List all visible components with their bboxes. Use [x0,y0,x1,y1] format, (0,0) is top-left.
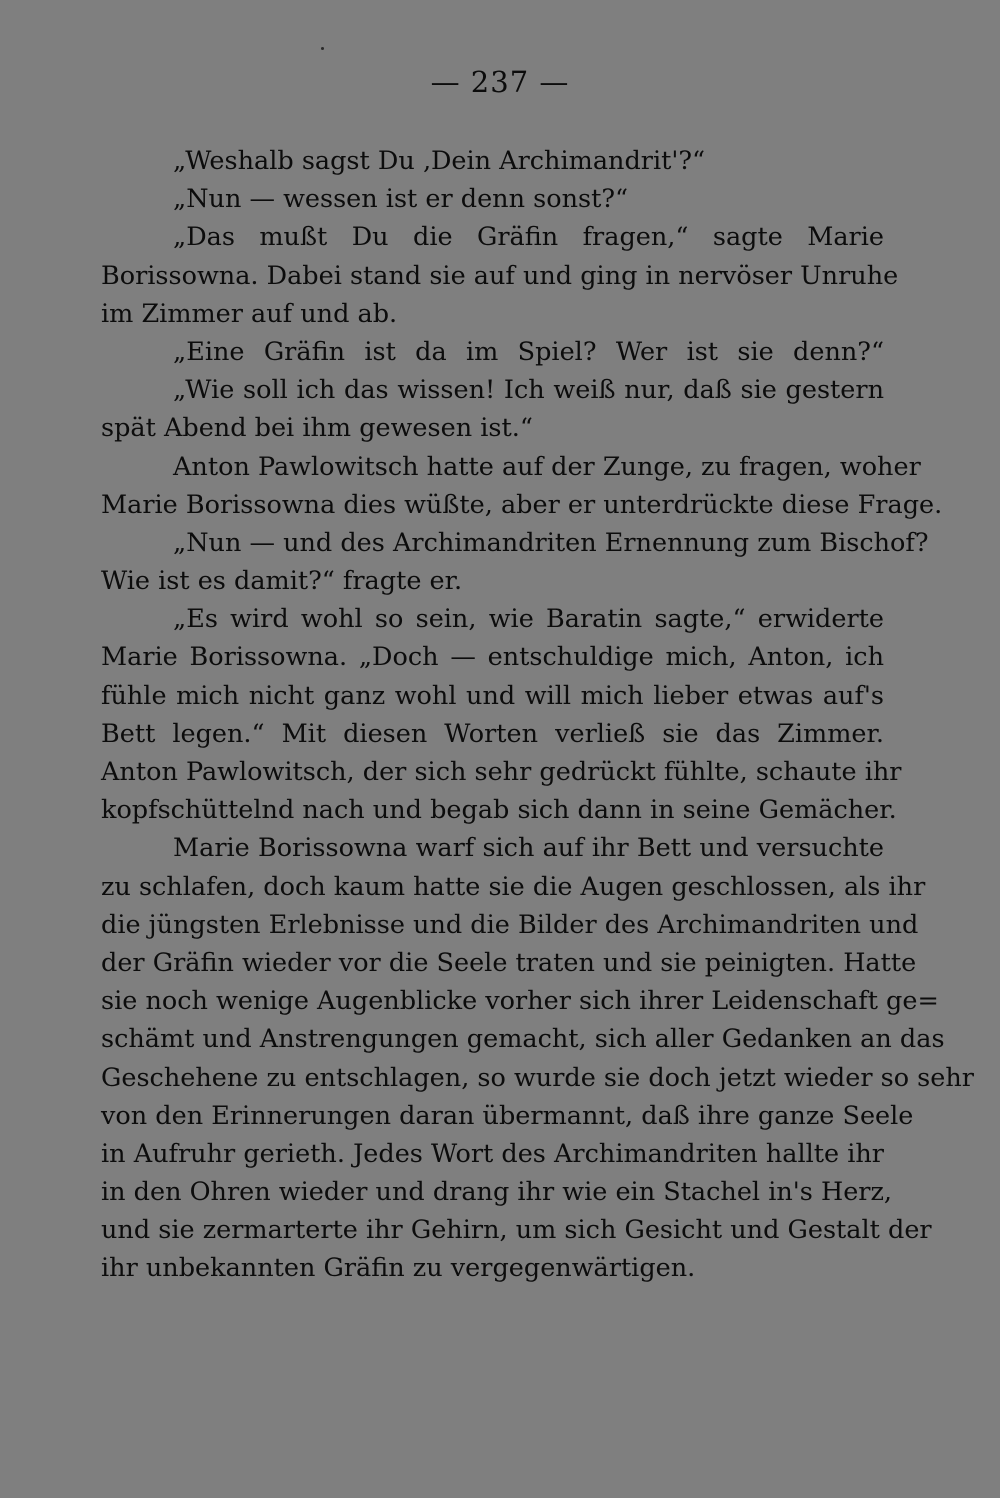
text-line: spät Abend bei ihm gewesen ist.“ [101,413,533,444]
text-line: der Gräfin wieder vor die Seele traten und sie peinigten. Hatte [101,947,917,978]
page-speck [321,47,324,50]
text-line: in Aufruhr gerieth. Jedes Wort des Archimandriten hallte ihr [101,1138,884,1169]
text-line: Geschehene zu entschlagen, so wurde sie doch jetzt wieder so sehr [101,1062,974,1093]
text-line: „Weshalb sagst Du ‚Dein Archimandrit'?“ [173,146,706,176]
text-line: „Nun — wessen ist er denn sonst?“ [173,184,629,215]
text-line: Borissowna. Dabei stand sie auf und ging in nervöser Unruhe [101,260,899,291]
text-line: im Zimmer auf und ab. [101,298,398,329]
text-line: Bett legen.“ Mit diesen Worten verließ sie das Zimmer. [101,718,884,749]
text-line: Anton Pawlowitsch hatte auf der Zunge, zu fragen, woher [173,451,921,482]
text-line: ihr unbekannten Gräfin zu vergegenwärtigen. [101,1253,696,1284]
text-line: „Eine Gräfin ist da im Spiel? Wer ist sie denn?“ [173,336,884,367]
page-number: — 237 — [430,65,570,99]
text-line: und sie zermarterte ihr Gehirn, um sich Gesicht und Gestalt der [101,1215,932,1246]
text-line: schämt und Anstrengungen gemacht, sich aller Gedanken an das [101,1024,945,1055]
text-line: Marie Borissowna warf sich auf ihr Bett und versuchte [173,833,884,864]
text-line: Marie Borissowna. „Doch — entschuldige mich, Anton, ich [101,642,884,673]
text-line: Marie Borissowna dies wüßte, aber er unterdrückte diese Frage. [101,489,943,520]
text-line: „Wie soll ich das wissen! Ich weiß nur, daß sie gestern [173,375,884,406]
text-line: die jüngsten Erlebnisse und die Bilder des Archimandriten und [101,909,919,940]
text-line: Anton Pawlowitsch, der sich sehr gedrückt fühlte, schaute ihr [101,757,902,787]
text-line: von den Erinnerungen daran übermannt, daß ihre ganze Seele [101,1100,914,1131]
text-line: Wie ist es damit?“ fragte er. [101,566,463,597]
body-text [101,142,974,1288]
text-line: „Das mußt Du die Gräfin fragen,“ sagte Marie [173,222,884,253]
text-line: in den Ohren wieder und drang ihr wie ein Stachel in's Herz, [101,1177,893,1208]
text-line: fühle mich nicht ganz wohl und will mich lieber etwas auf's [101,680,884,711]
text-line: kopfschüttelnd nach und begab sich dann in seine Gemächer. [101,795,897,826]
text-line: „Nun — und des Archimandriten Ernennung zum Bischof? [173,527,929,558]
text-line: zu schlafen, doch kaum hatte sie die Augen geschlossen, als ihr [101,871,926,902]
text-line: „Es wird wohl so sein, wie Baratin sagte,“ erwiderte [173,604,884,635]
text-line: sie noch wenige Augenblicke vorher sich ihrer Leidenschaft ge= [101,986,939,1017]
